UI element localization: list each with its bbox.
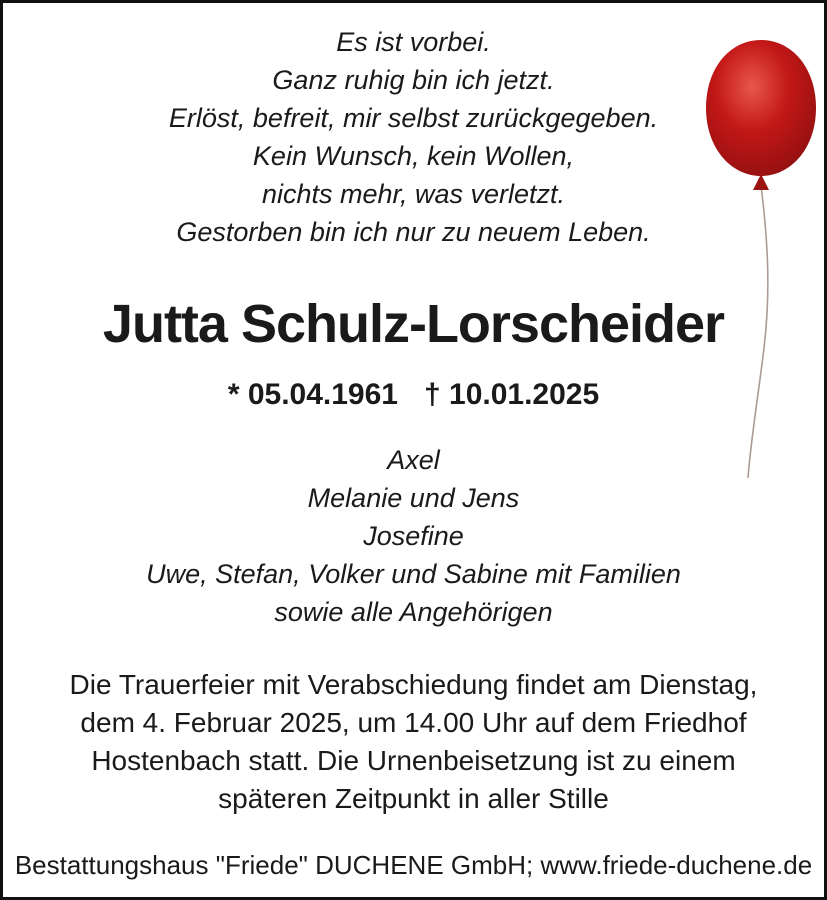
poem-line: Kein Wunsch, kein Wollen, xyxy=(252,141,575,171)
funeral-info-line: Die Trauerfeier mit Verabschiedung findet am Dienstag, xyxy=(69,669,758,700)
mourner-line: Melanie und Jens xyxy=(307,483,520,513)
funeral-info xyxy=(3,666,824,818)
life-dates xyxy=(3,377,824,413)
mourner-line: Axel xyxy=(387,445,440,475)
death-date: † 10.01.2025 xyxy=(423,378,600,411)
poem-line: Gestorben bin ich nur zu neuem Leben. xyxy=(176,217,651,247)
mourner-line: sowie alle Angehörigen xyxy=(274,597,553,627)
mourner-line: Josefine xyxy=(363,521,464,551)
poem-line: Erlöst, befreit, mir selbst zurückgegeben. xyxy=(168,103,659,133)
funeral-info-line: dem 4. Februar 2025, um 14.00 Uhr auf dem Friedhof xyxy=(80,707,747,738)
funeral-info-line: Hostenbach statt. Die Urnenbeisetzung ist zu einem xyxy=(91,745,736,776)
funeral-home-footer: Bestattungshaus "Friede" DUCHENE GmbH; www.friede-duchene.de xyxy=(14,850,813,880)
poem-line: nichts mehr, was verletzt. xyxy=(261,179,566,209)
deceased-name: Jutta Schulz-Lorscheider xyxy=(102,294,725,354)
birth-date: * 05.04.1961 xyxy=(227,378,398,411)
mourners-list xyxy=(3,441,824,631)
poem xyxy=(3,23,824,251)
funeral-info-line: späteren Zeitpunkt in aller Stille xyxy=(218,783,609,814)
mourner-line: Uwe, Stefan, Volker und Sabine mit Familien xyxy=(146,559,681,589)
poem-line: Ganz ruhig bin ich jetzt. xyxy=(272,65,555,95)
poem-line: Es ist vorbei. xyxy=(336,27,491,57)
